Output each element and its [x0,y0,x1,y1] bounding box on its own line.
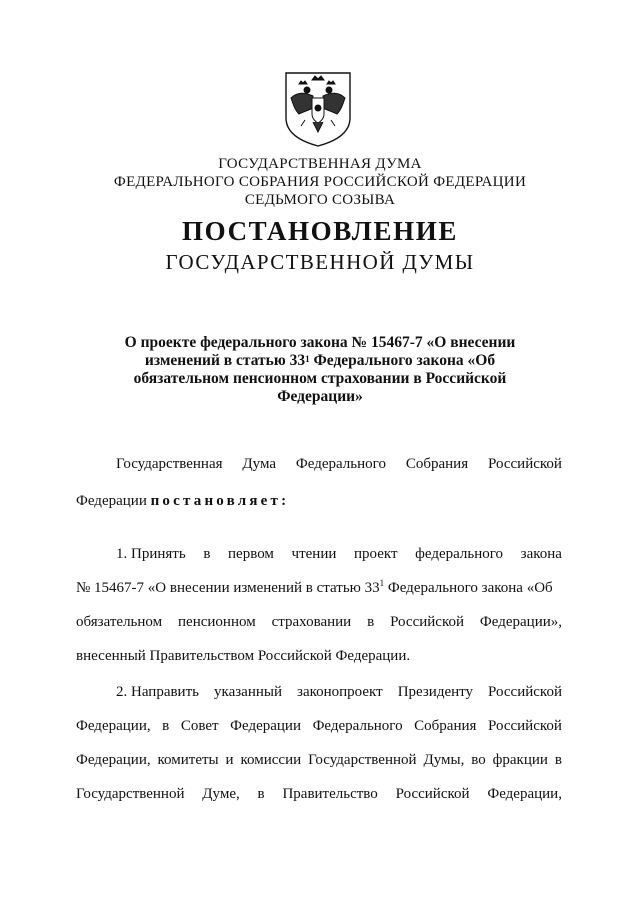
item1-line-3 [76,614,562,631]
issuer-header [0,155,640,209]
word: Российской [390,614,465,630]
word: комиссии [240,752,302,768]
header-line-3: СЕДЬМОГО СОЗЫВА [244,192,396,208]
subject-line-1: О проекте федерального закона № 15467-7 «О внесении [124,334,516,351]
word: законопроект [297,684,383,700]
subject-line-4: Федерации» [277,388,363,405]
document-type-title: ПОСТАНОВЛЕНИЕ [182,216,458,246]
document-issuer-title: ГОСУДАРСТВЕННОЙ ДУМЫ [165,250,475,274]
word: Совет [180,718,219,734]
word: Думе, [202,786,240,802]
word: Федерального [312,718,403,734]
word: закона [520,546,562,562]
word: пенсионном [178,614,256,630]
item2-line-3 [76,752,562,769]
word: Государственная [116,456,223,472]
item2-line-4 [76,786,562,803]
word: указанный [214,684,282,700]
header-line-2: ФЕДЕРАЛЬНОГО СОБРАНИЯ РОССИЙСКОЙ ФЕДЕРАЦИИ [113,174,527,190]
item1-line-4: внесенный Правительством Российской Федерации. [76,648,411,664]
word: в [162,718,170,734]
coat-of-arms-emblem [283,70,353,148]
resolution-subject [120,334,520,406]
preamble-line-1 [116,456,562,473]
word: Российской [488,684,562,700]
item1-line-1 [116,546,562,563]
word: Государственной [76,786,185,802]
item1-line-2: № 15467-7 «О внесении изменений в статью $33^1$ Федерального закона «Об [76,578,553,596]
word: проект [354,546,398,562]
subject-line-3: обязательном пенсионном страховании в Российской [133,370,507,387]
word: Российской [395,786,470,802]
word: во [471,752,486,768]
word: в [367,614,375,630]
word: Российской [488,718,562,734]
word: в [257,786,265,802]
word: Федерации, [76,718,151,734]
word: Собрания [414,718,477,734]
word: Собрания [405,456,469,472]
subject-line-2: изменений в статью $33^1$ Федерального закона «Об [144,352,496,369]
word: Федерации», [479,614,562,630]
word: фракции [492,752,548,768]
word: 2. Направить [116,684,199,700]
word: Государственной [308,752,417,768]
word: и [225,752,234,768]
word: в [203,546,211,562]
word: федерального [415,546,504,562]
word: Федерации [230,718,301,734]
item2-line-2 [76,718,562,735]
word: в [554,752,562,768]
word: Думы, [423,752,465,768]
word: Федерации, [76,752,151,768]
word: Федерации, [487,786,562,802]
word: чтении [291,546,337,562]
header-line-1: ГОСУДАРСТВЕННАЯ ДУМА [218,156,422,172]
preamble-line-2: Федерации постановляет: [76,493,290,509]
word: Правительство [282,786,378,802]
word: Дума [242,456,277,472]
word: 1. Принять [116,546,186,562]
word: комитеты [157,752,219,768]
item2-line-1 [116,684,562,701]
word: первом [228,546,274,562]
word: Президенту [397,684,474,700]
word: обязательном [76,614,163,630]
word: страховании [271,614,352,630]
word: Российской [488,456,562,472]
word: Федерального [295,456,386,472]
decision-word: постановляет: [150,493,290,509]
